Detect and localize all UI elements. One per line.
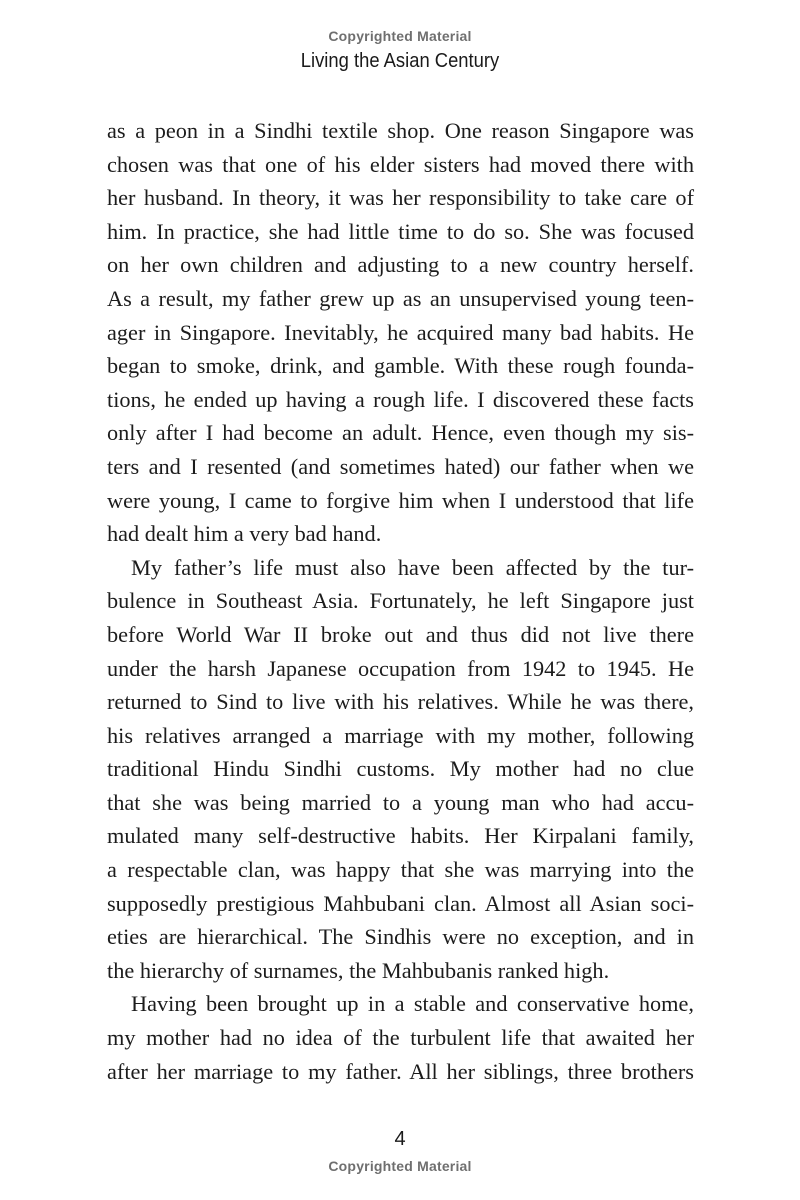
text-line: traditional Hindu Sindhi customs. My mother had no clue (107, 756, 694, 782)
text-line: supposedly prestigious Mahbubani clan. Almost all Asian soci- (107, 890, 694, 916)
text-line: her husband. In theory, it was her responsibility to take care of (107, 185, 694, 211)
paragraph (107, 987, 694, 1088)
text-line: as a peon in a Sindhi textile shop. One reason Singapore was (107, 118, 694, 143)
page-number: 4 (394, 1128, 406, 1150)
text-line: returned to Sind to live with his relatives. While he was there, (107, 689, 694, 715)
text-line: that she was being married to a young man who had accu- (107, 789, 694, 815)
text-line: began to smoke, drink, and gamble. With these rough founda- (107, 353, 694, 379)
text-line: My father’s life must also have been affected by the tur- (131, 554, 694, 580)
text-line: on her own children and adjusting to a new country herself. (107, 252, 694, 278)
body-text (107, 114, 694, 1088)
text-line: a respectable clan, was happy that she was marrying into the (107, 857, 694, 883)
running-head: Living the Asian Century (300, 50, 500, 72)
text-line: ager in Singapore. Inevitably, he acquired many bad habits. He (107, 319, 694, 345)
text-line: after her marriage to my father. All her siblings, three brothers (107, 1058, 694, 1084)
text-line: were young, I came to forgive him when I understood that life (107, 487, 694, 513)
text-line: my mother had no idea of the turbulent life that awaited her (107, 1025, 694, 1051)
text-line: only after I had become an adult. Hence, even though my sis- (107, 420, 694, 446)
text-line: bulence in Southeast Asia. Fortunately, he left Singapore just (107, 588, 694, 614)
text-line: chosen was that one of his elder sisters had moved there with (107, 151, 694, 177)
text-line: his relatives arranged a marriage with my mother, following (107, 722, 694, 748)
paragraph (107, 551, 694, 988)
copyright-watermark-bottom: Copyrighted Material (328, 1158, 472, 1174)
text-line: mulated many self-destructive habits. Her Kirpalani family, (107, 823, 694, 849)
text-line: As a result, my father grew up as an unsupervised young teen- (107, 285, 694, 311)
text-line: Having been brought up in a stable and conservative home, (131, 991, 694, 1017)
text-line: him. In practice, she had little time to do so. She was focused (107, 218, 694, 244)
text-line: under the harsh Japanese occupation from 1942 to 1945. He (107, 655, 694, 681)
text-line: eties are hierarchical. The Sindhis were no exception, and in (107, 924, 694, 950)
paragraph (107, 114, 694, 551)
text-line: the hierarchy of surnames, the Mahbubanis ranked high. (107, 957, 610, 983)
text-line: before World War II broke out and thus did not live there (107, 621, 694, 647)
text-line: tions, he ended up having a rough life. I discovered these facts (107, 386, 694, 412)
text-line: ters and I resented (and sometimes hated) our father when we (107, 453, 694, 479)
copyright-watermark-top: Copyrighted Material (328, 28, 472, 44)
text-line: had dealt him a very bad hand. (107, 521, 382, 547)
